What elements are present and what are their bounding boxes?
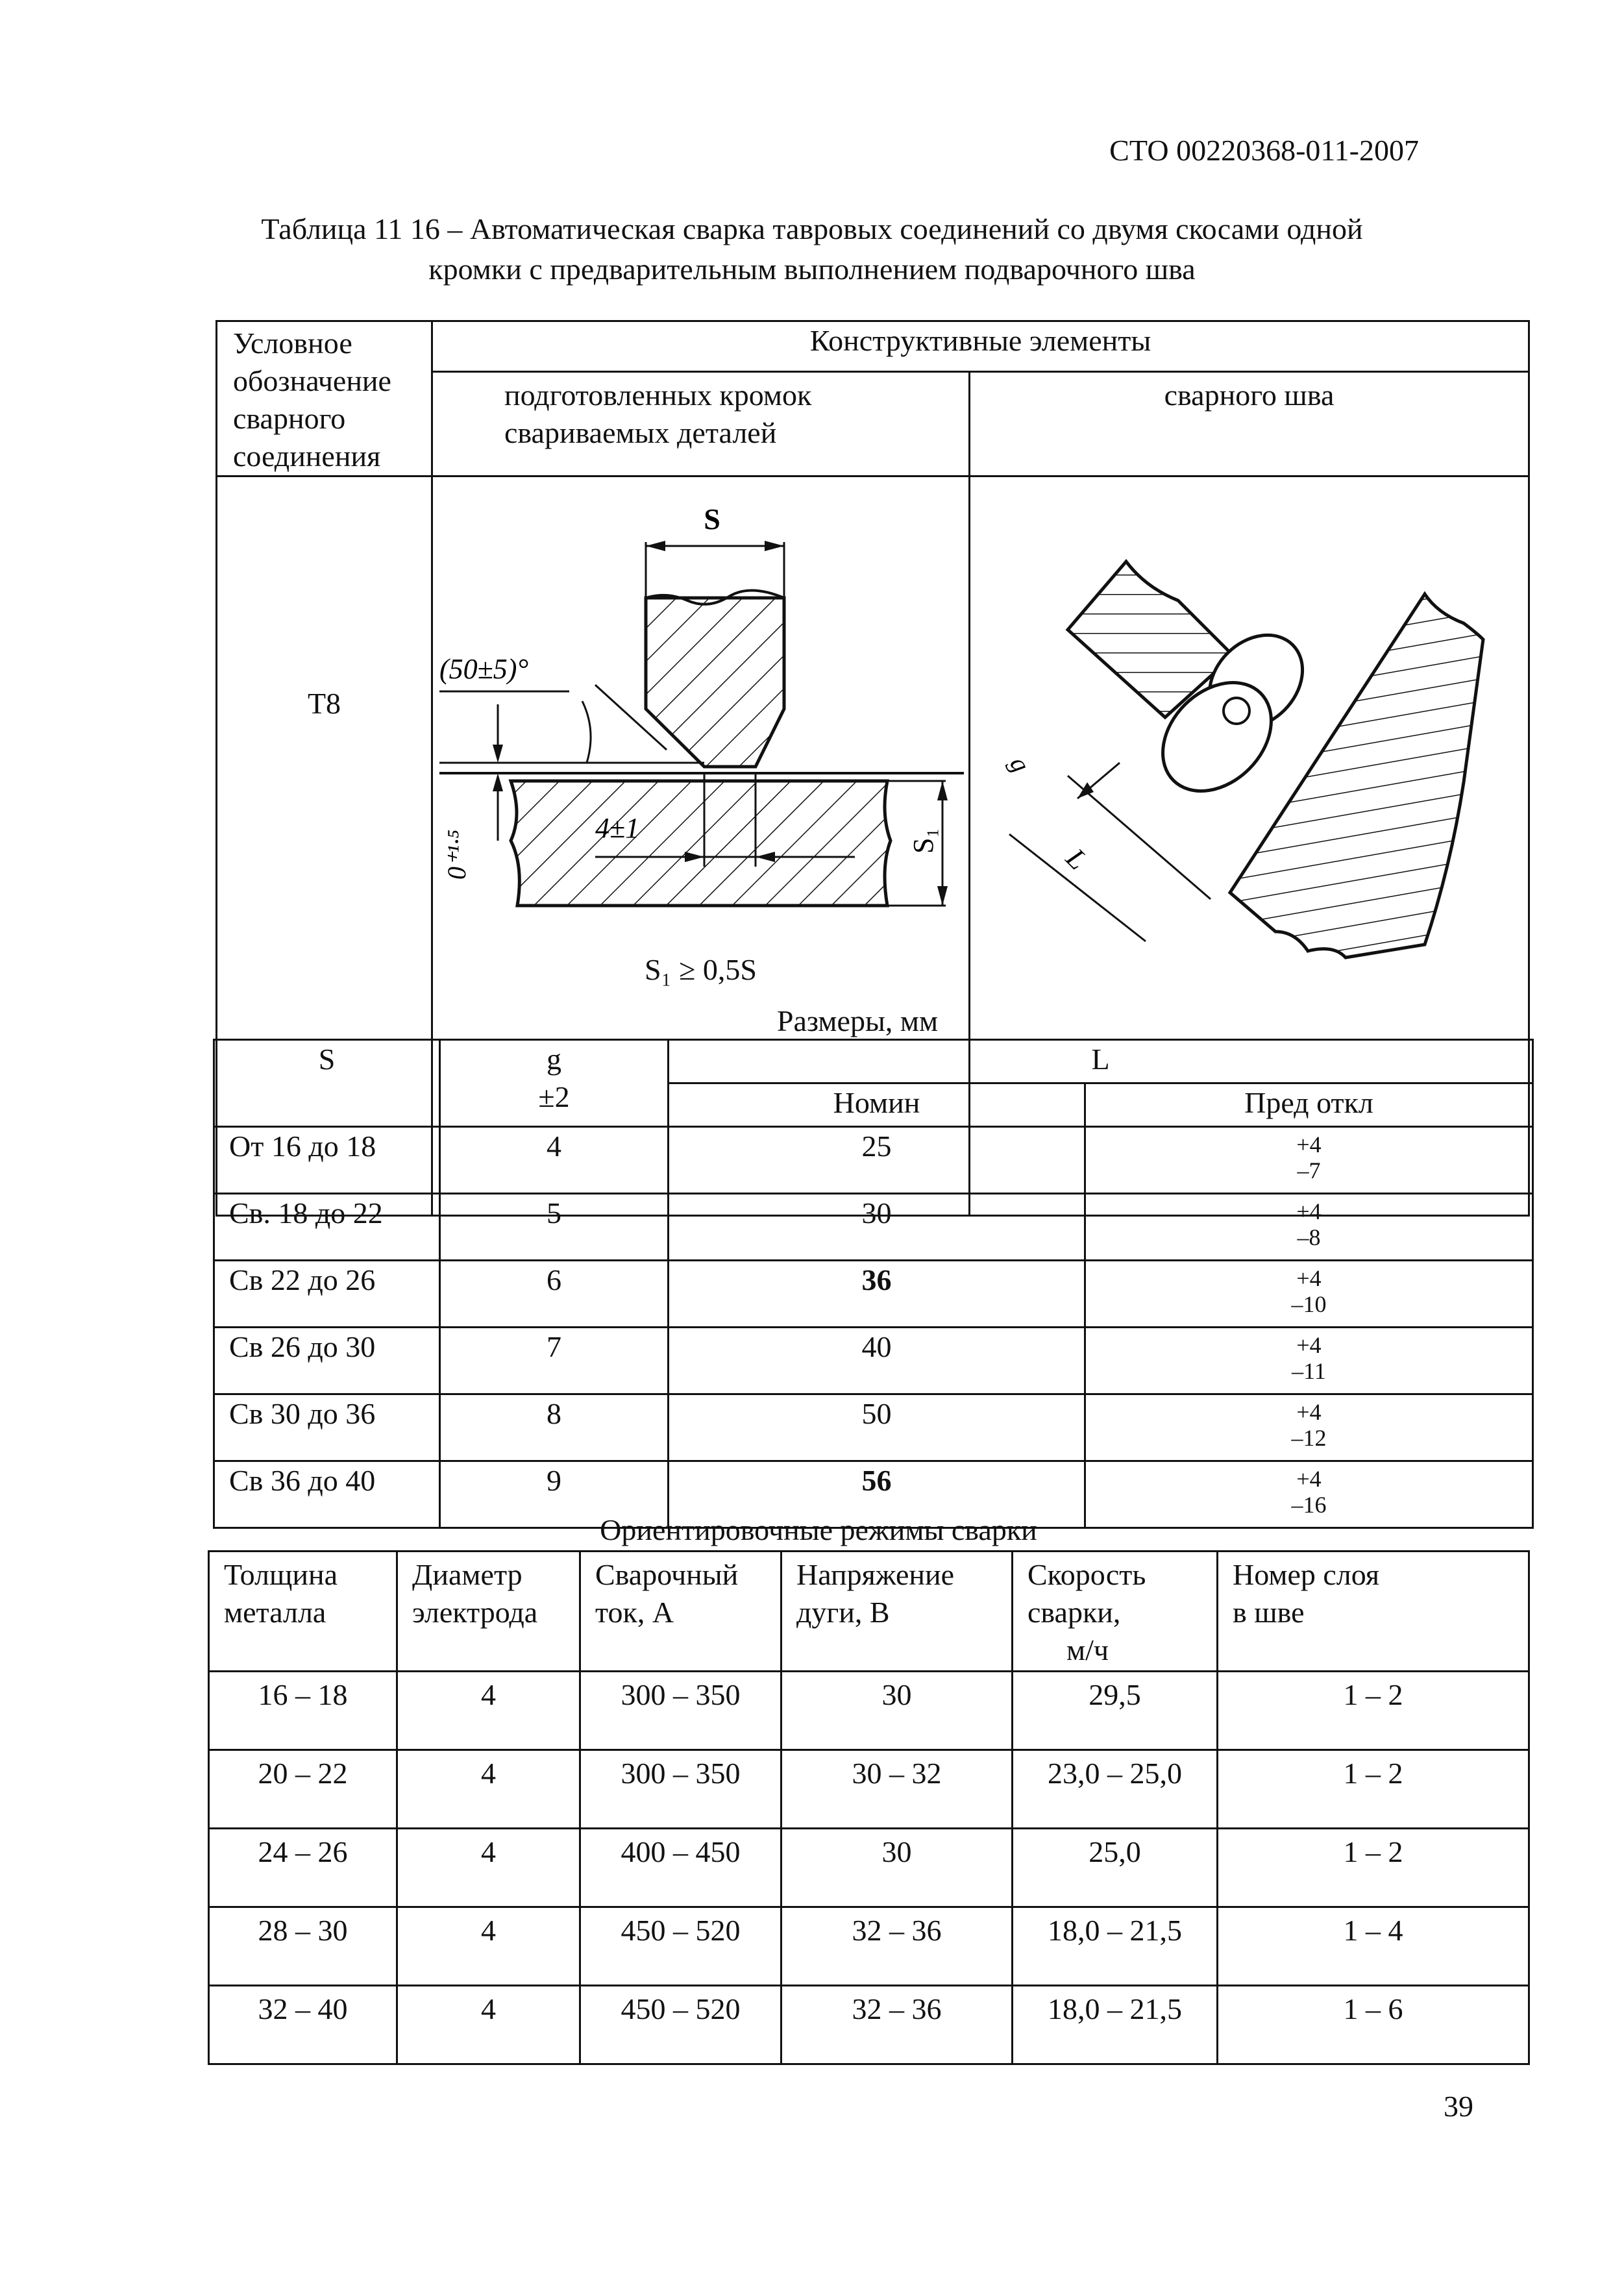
header-g — [440, 1040, 669, 1127]
document-code: СТО 00220368-011-2007 — [1109, 134, 1419, 167]
cell-deviation — [1085, 1194, 1533, 1261]
cell-current: 450 – 520 — [580, 1907, 781, 1986]
header-condition-line: Условное — [233, 327, 352, 360]
header-weld: сварного шва — [970, 372, 1529, 476]
header-voltage — [781, 1552, 1013, 1672]
deviation-lower: –8 — [1297, 1224, 1321, 1250]
base-plate — [511, 781, 891, 906]
header-line: дуги, В — [796, 1596, 890, 1629]
table-row — [209, 1750, 1529, 1829]
header-line: электрода — [412, 1596, 538, 1629]
header-line: Диаметр — [412, 1558, 523, 1591]
page-number: 39 — [1444, 2090, 1473, 2123]
label-tolerance: 0⁺¹·⁵ — [442, 829, 471, 880]
cell-layer: 1 – 2 — [1218, 1750, 1529, 1829]
cell-layer: 1 – 6 — [1218, 1986, 1529, 2064]
header-thickness — [209, 1552, 397, 1672]
caption-line-1: Таблица 11 16 – Автоматическая сварка тавровых соединений со двумя скосами одной — [261, 212, 1363, 245]
cell-deviation — [1085, 1394, 1533, 1461]
header-layer — [1218, 1552, 1529, 1672]
header-construct: Конструктивные элементы — [432, 321, 1529, 372]
header-edges-line: подготовленных кромок — [504, 378, 812, 412]
deviation-upper: +4 — [1296, 1399, 1322, 1425]
cell-g: 9 — [440, 1461, 669, 1528]
cell-layer: 1 – 4 — [1218, 1907, 1529, 1986]
cell-s: Св. 18 до 22 — [214, 1194, 440, 1261]
cell-nominal: 25 — [669, 1127, 1085, 1194]
cell-speed: 29,5 — [1013, 1672, 1218, 1750]
cell-electrode: 4 — [397, 1672, 580, 1750]
header-line: Сварочный — [595, 1558, 739, 1591]
label-s: S — [704, 502, 720, 536]
sizes-label: Размеры, мм — [776, 1004, 939, 1037]
cell-thickness: 16 – 18 — [209, 1672, 397, 1750]
cell-electrode: 4 — [397, 1907, 580, 1986]
joint-code: Т8 — [217, 476, 432, 1216]
header-condition-line: обозначение — [233, 364, 391, 397]
welding-modes-table — [208, 1550, 1530, 2065]
header-nominal: Номин — [669, 1083, 1085, 1127]
table-caption — [0, 209, 1624, 290]
cell-deviation — [1085, 1261, 1533, 1328]
table-row — [209, 1672, 1529, 1750]
cell-deviation — [1085, 1127, 1533, 1194]
cell-nominal: 50 — [669, 1394, 1085, 1461]
cell-speed: 25,0 — [1013, 1829, 1218, 1907]
header-s: S — [214, 1040, 440, 1127]
table-row — [214, 1261, 1533, 1328]
label-angle: (50±5)° — [439, 653, 529, 685]
deviation-lower: –12 — [1291, 1425, 1327, 1451]
cell-nominal: 56 — [669, 1461, 1085, 1528]
header-edges — [432, 372, 970, 476]
deviation-lower: –7 — [1297, 1157, 1321, 1183]
cell-electrode: 4 — [397, 1750, 580, 1829]
header-g-tolerance: ±2 — [538, 1080, 570, 1113]
table-row — [214, 1328, 1533, 1394]
cell-s: Св 36 до 40 — [214, 1461, 440, 1528]
cell-electrode: 4 — [397, 1986, 580, 2064]
deviation-upper: +4 — [1296, 1265, 1322, 1291]
cell-g: 6 — [440, 1261, 669, 1328]
cell-thickness: 24 – 26 — [209, 1829, 397, 1907]
vertical-plate — [646, 598, 784, 767]
table-row — [214, 1127, 1533, 1194]
cell-s: Св 26 до 30 — [214, 1328, 440, 1394]
cell-speed: 18,0 – 21,5 — [1013, 1907, 1218, 1986]
cell-nominal: 30 — [669, 1194, 1085, 1261]
s1-formula: S₁ ≥ 0,5S — [645, 953, 757, 986]
table-row — [209, 1986, 1529, 2064]
cell-layer: 1 – 2 — [1218, 1829, 1529, 1907]
header-line: Напряжение — [796, 1558, 955, 1591]
cell-electrode: 4 — [397, 1829, 580, 1907]
cell-current: 300 – 350 — [580, 1672, 781, 1750]
cell-g: 8 — [440, 1394, 669, 1461]
deviation-upper: +4 — [1296, 1466, 1322, 1492]
label-s1: S₁ — [907, 828, 939, 854]
cell-thickness: 28 – 30 — [209, 1907, 397, 1986]
header-speed — [1013, 1552, 1218, 1672]
header-edges-line: свариваемых деталей — [504, 416, 777, 450]
label-gap: 4±1 — [595, 812, 640, 844]
header-line: Толщина — [224, 1558, 338, 1591]
cell-current: 450 – 520 — [580, 1986, 781, 2064]
deviation-lower: –16 — [1291, 1492, 1327, 1518]
cell-voltage: 32 – 36 — [781, 1986, 1013, 2064]
cell-deviation — [1085, 1328, 1533, 1394]
cell-nominal: 40 — [669, 1328, 1085, 1394]
cell-voltage: 30 – 32 — [781, 1750, 1013, 1829]
cell-s: Св 22 до 26 — [214, 1261, 440, 1328]
cell-s: Св 30 до 36 — [214, 1394, 440, 1461]
header-line: м/ч — [1066, 1633, 1109, 1666]
table-row — [209, 1907, 1529, 1986]
cell-current: 400 – 450 — [580, 1829, 781, 1907]
cell-thickness: 20 – 22 — [209, 1750, 397, 1829]
header-line: сварки, — [1027, 1596, 1121, 1629]
table-row — [209, 1829, 1529, 1907]
deviation-lower: –11 — [1292, 1358, 1326, 1384]
header-l: L — [669, 1040, 1533, 1083]
header-line: Номер слоя — [1233, 1558, 1380, 1591]
label-l: L — [1059, 842, 1094, 876]
weld-seam-drawing — [970, 477, 1530, 1007]
deviation-lower: –10 — [1291, 1291, 1327, 1317]
cell-speed: 18,0 – 21,5 — [1013, 1986, 1218, 2064]
cell-s: От 16 до 18 — [214, 1127, 440, 1194]
header-line: металла — [224, 1596, 326, 1629]
dimensions-table — [213, 1039, 1534, 1529]
cell-nominal: 36 — [669, 1261, 1085, 1328]
header-line: Скорость — [1027, 1558, 1146, 1591]
header-condition-line: сварного — [233, 402, 346, 435]
cell-thickness: 32 – 40 — [209, 1986, 397, 2064]
header-condition-line: соединения — [233, 439, 381, 473]
deviation-upper: +4 — [1296, 1332, 1322, 1358]
cell-voltage: 30 — [781, 1672, 1013, 1750]
table-row — [214, 1194, 1533, 1261]
cell-g: 4 — [440, 1127, 669, 1194]
header-current — [580, 1552, 781, 1672]
deviation-upper: +4 — [1296, 1132, 1322, 1157]
cell-current: 300 – 350 — [580, 1750, 781, 1829]
cell-voltage: 32 – 36 — [781, 1907, 1013, 1986]
table-row — [214, 1394, 1533, 1461]
cell-g: 7 — [440, 1328, 669, 1394]
deviation-upper: +4 — [1296, 1198, 1322, 1224]
modes-label: Ориентировочные режимы сварки — [600, 1513, 1037, 1546]
cell-voltage: 30 — [781, 1829, 1013, 1907]
cell-layer: 1 – 2 — [1218, 1672, 1529, 1750]
header-line: ток, А — [595, 1596, 674, 1629]
edge-preparation-drawing — [433, 477, 970, 945]
header-electrode — [397, 1552, 580, 1672]
header-line: в шве — [1233, 1596, 1305, 1629]
header-deviation: Пред откл — [1085, 1083, 1533, 1127]
cell-g: 5 — [440, 1194, 669, 1261]
cell-speed: 23,0 – 25,0 — [1013, 1750, 1218, 1829]
caption-line-2: кромки с предварительным выполнением подварочного шва — [428, 253, 1196, 286]
label-g: g — [1004, 751, 1037, 777]
header-condition — [217, 321, 432, 476]
header-g-label: g — [547, 1043, 561, 1076]
